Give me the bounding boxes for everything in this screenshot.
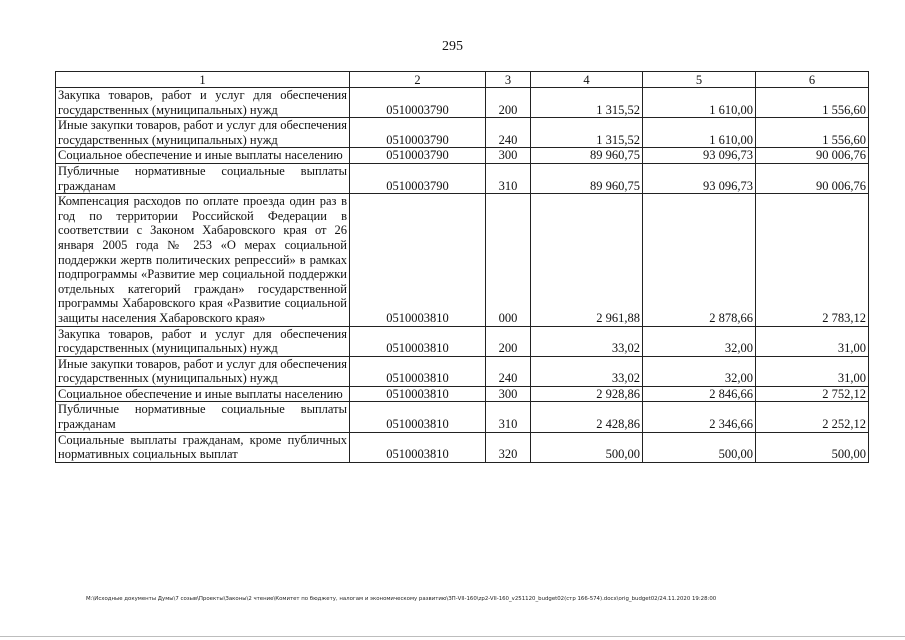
row-value-col4: 89 960,75: [531, 148, 643, 164]
budget-table: [55, 71, 869, 463]
row-value-col5: 32,00: [643, 356, 756, 386]
row-value-col5: 1 610,00: [643, 88, 756, 118]
table-row: [56, 386, 869, 402]
row-expense-type: 200: [486, 88, 531, 118]
table-row: [56, 194, 869, 326]
table-row: [56, 148, 869, 164]
row-target-code: 0510003790: [350, 148, 486, 164]
row-value-col5: 2 346,66: [643, 402, 756, 432]
row-value-col6: 1 556,60: [756, 118, 869, 148]
row-expense-type: 200: [486, 326, 531, 356]
column-header: 5: [643, 72, 756, 88]
row-name: Социальное обеспечение и иные выплаты населению: [56, 386, 350, 402]
row-name: Публичные нормативные социальные выплаты гражданам: [56, 402, 350, 432]
column-header: 1: [56, 72, 350, 88]
row-value-col4: 89 960,75: [531, 163, 643, 193]
row-expense-type: 310: [486, 163, 531, 193]
row-value-col6: 2 252,12: [756, 402, 869, 432]
row-target-code: 0510003810: [350, 402, 486, 432]
row-expense-type: 240: [486, 356, 531, 386]
row-name: Социальные выплаты гражданам, кроме публичных нормативных социальных выплат: [56, 432, 350, 462]
footer-file-path: M:\Исходные документы Думы\7 созыв\Проекты\Законы\2 чтение\Комитет по бюджету, налогам и экономическому развитию\ЗП-VII-160\zp2-VII-160_v251120_budget02(стр 166-574).docx\orig_budget02/24.11.2020 19:28:00: [86, 596, 717, 602]
row-value-col6: 31,00: [756, 356, 869, 386]
column-header: 3: [486, 72, 531, 88]
row-target-code: 0510003790: [350, 163, 486, 193]
row-target-code: 0510003810: [350, 356, 486, 386]
row-target-code: 0510003810: [350, 194, 486, 326]
row-value-col4: 33,02: [531, 326, 643, 356]
row-value-col5: 93 096,73: [643, 163, 756, 193]
row-value-col4: 2 961,88: [531, 194, 643, 326]
row-name: Закупка товаров, работ и услуг для обеспечения государственных (муниципальных) нужд: [56, 88, 350, 118]
row-value-col5: 32,00: [643, 326, 756, 356]
row-value-col4: 2 428,86: [531, 402, 643, 432]
row-name: Иные закупки товаров, работ и услуг для обеспечения государственных (муниципальных) нужд: [56, 356, 350, 386]
table-row: [56, 432, 869, 462]
row-target-code: 0510003810: [350, 386, 486, 402]
table-row: [56, 163, 869, 193]
row-expense-type: 000: [486, 194, 531, 326]
row-value-col4: 1 315,52: [531, 88, 643, 118]
table-row: [56, 88, 869, 118]
column-header: 4: [531, 72, 643, 88]
row-value-col6: 2 783,12: [756, 194, 869, 326]
table-row: [56, 118, 869, 148]
row-target-code: 0510003810: [350, 326, 486, 356]
row-name: Социальное обеспечение и иные выплаты населению: [56, 148, 350, 164]
row-name: Закупка товаров, работ и услуг для обеспечения государственных (муниципальных) нужд: [56, 326, 350, 356]
row-value-col4: 33,02: [531, 356, 643, 386]
page-bottom-divider: [0, 636, 905, 637]
row-expense-type: 240: [486, 118, 531, 148]
row-name: Иные закупки товаров, работ и услуг для обеспечения государственных (муниципальных) нужд: [56, 118, 350, 148]
row-value-col5: 1 610,00: [643, 118, 756, 148]
row-value-col6: 2 752,12: [756, 386, 869, 402]
row-value-col6: 500,00: [756, 432, 869, 462]
row-value-col5: 93 096,73: [643, 148, 756, 164]
row-value-col5: 2 846,66: [643, 386, 756, 402]
page-number: 295: [442, 39, 463, 54]
row-expense-type: 310: [486, 402, 531, 432]
row-value-col6: 90 006,76: [756, 163, 869, 193]
column-header: 2: [350, 72, 486, 88]
row-target-code: 0510003810: [350, 432, 486, 462]
row-target-code: 0510003790: [350, 118, 486, 148]
table-header-row: [56, 72, 869, 88]
row-value-col4: 500,00: [531, 432, 643, 462]
row-value-col6: 31,00: [756, 326, 869, 356]
row-value-col4: 1 315,52: [531, 118, 643, 148]
row-expense-type: 300: [486, 386, 531, 402]
row-value-col5: 500,00: [643, 432, 756, 462]
row-expense-type: 320: [486, 432, 531, 462]
row-value-col6: 90 006,76: [756, 148, 869, 164]
table-row: [56, 356, 869, 386]
row-target-code: 0510003790: [350, 88, 486, 118]
row-value-col6: 1 556,60: [756, 88, 869, 118]
table-row: [56, 326, 869, 356]
table-row: [56, 402, 869, 432]
row-value-col4: 2 928,86: [531, 386, 643, 402]
row-value-col5: 2 878,66: [643, 194, 756, 326]
row-name: Публичные нормативные социальные выплаты гражданам: [56, 163, 350, 193]
column-header: 6: [756, 72, 869, 88]
row-name: Компенсация расходов по оплате проезда один раз в год по территории Российской Федерации в соответствии с Законом Хабаровского края от 26 января 2005 года № 253 «О мерах социальной поддержки жертв политических репрессий» в рамках подпрограммы «Развитие мер социальной поддержки отдельных категорий граждан» государственной программы Хабаровского края «Развитие социальной защиты населения Хабаровского края»: [56, 194, 350, 326]
row-expense-type: 300: [486, 148, 531, 164]
